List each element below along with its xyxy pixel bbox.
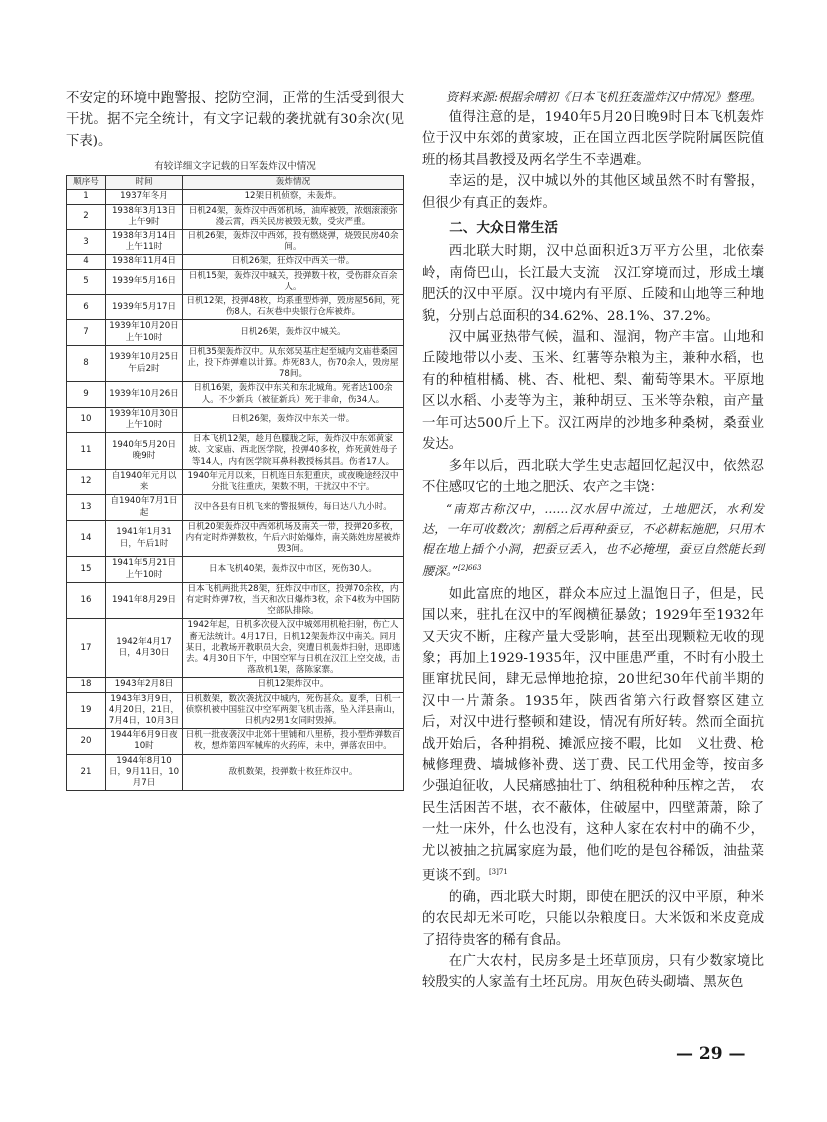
row-time: 1943年3月9日，4月20日，21日，7月4日，10月3日 xyxy=(106,692,183,729)
table-row xyxy=(67,754,404,791)
table-row xyxy=(67,230,404,255)
table-row xyxy=(67,190,404,204)
row-time: 1939年10月25日午后2时 xyxy=(106,345,183,382)
table-row xyxy=(67,582,404,619)
left-column xyxy=(66,88,404,791)
row-seq: 19 xyxy=(67,692,106,729)
row-detail: 日机16架，轰炸汉中东关和东北城角。死者达100余人。不少新兵（被征新兵）死于非命，伤34人。 xyxy=(183,382,404,407)
table-row xyxy=(67,619,404,678)
paragraph-7: 的确，西北联大时期，即使在肥沃的汉中平原，种米的农民却无米可吃，只能以杂粮度日。大米饭和米皮竟成了招待贵客的稀有食品。 xyxy=(422,889,764,948)
row-detail: 日本飞机12架，趁月色朦胧之际，轰炸汉中东郊黄家坡、文家庙、西北医学院，投弹40多枚，炸死黄姓母子等14人，内有医学院耳鼻科教授杨其昌。伤者17人。 xyxy=(183,433,404,470)
table-row xyxy=(67,345,404,382)
row-seq: 2 xyxy=(67,204,106,229)
row-detail: 敌机数架，投弹数十枚狂炸汉中。 xyxy=(183,754,404,791)
table-header-row xyxy=(67,176,404,190)
row-time: 1942年4月17日，4月30日 xyxy=(106,619,183,678)
row-seq: 4 xyxy=(67,255,106,269)
table-row xyxy=(67,255,404,269)
row-detail: 日机15架，轰炸汉中城关，投弹数十枚，受伤群众百余人。 xyxy=(183,269,404,294)
table-row xyxy=(67,320,404,345)
block-quote xyxy=(422,500,764,581)
section-heading: 二、大众日常生活 xyxy=(449,220,558,237)
table-row xyxy=(67,204,404,229)
row-seq: 7 xyxy=(67,320,106,345)
row-time: 1938年3月14日上午11时 xyxy=(106,230,183,255)
row-seq: 3 xyxy=(67,230,106,255)
paragraph-1: 值得注意的是，1940年5月20日晚9时日本飞机轰炸位于汉中东郊的黄家坡，正在国立西北医学院附属医院值班的杨其昌教授及两名学生不幸遇难。 xyxy=(422,110,764,168)
row-detail: 日机24架，轰炸汉中西郊机场，油库被毁，浓烟滚滚弥漫云霄，西关民房被毁无数，受灾严重。 xyxy=(183,204,404,229)
row-detail: 12架日机侦察，未轰炸。 xyxy=(183,190,404,204)
row-seq: 20 xyxy=(67,729,106,754)
paragraph-5: 多年以后，西北联大学生史志超回忆起汉中，依然忍不住感叹它的土地之肥沃、农产之丰饶： xyxy=(422,458,764,495)
row-detail: 日机26架，狂炸汉中西关一带。 xyxy=(183,255,404,269)
row-detail: 日本飞机两批共28架，狂炸汉中市区，投弹70余枚，内有定时炸弹7枚，当天和次日爆炸3枚，余下4枚为中国防空部队排除。 xyxy=(183,582,404,619)
quote-citation: [2]663 xyxy=(458,564,482,573)
paragraph-6-text: 如此富庶的地区，群众本应过上温饱日子，但是，民国以来，驻扎在汉中的军阀横征暴敛；1929年至1932年又天灾不断，庄稼产量大受影响，甚至出现颗粒无收的现象；再加上1929-1935年，汉中匪患严重，不时有小股土匪窜扰民间，肆无忌惮地抢掠，20世纪30年代前半期的汉中一片萧条。1935年，陕西省第六行政督察区建立后，对汉中进行整顿和建设，情况有所好转。然而全面抗战开始后，各种捐税、摊派应接不暇，比如 义壮费、枪械修理费、墙城修补费、送丁费、民工代用金等，按亩多少强迫征收，人民痛感抽壮丁、纳租税种种压榨之苦， 农民生活困苦不堪，衣不蔽体，住破屋中，四壁萧萧，除了一灶一床外，什么也没有，这种人家在农村中的确不少，尤以被抽之抗属家庭为最，他们吃的是包谷稀饭，油盐菜更谈不到。 xyxy=(422,586,764,884)
row-detail: 日机26架，轰炸汉中西郊，投有燃烧弹，烧毁民房40余间。 xyxy=(183,230,404,255)
row-time: 1944年8月10日，9月11日，10月7日 xyxy=(106,754,183,791)
row-detail: 1942年起，日机多次侵入汉中城郊用机枪扫射，伤亡人畜无法统计。4月17日，日机12架轰炸汉中南关。同月某日，北教场开教职员大会，突遭日机轰炸扫射，迅即逃去。4月30日下午，中国空军与日机在汉江上空交战，击落敌机1架，落陈家寨。 xyxy=(183,619,404,678)
row-detail: 日机12架炸汉中。 xyxy=(183,678,404,692)
row-time: 自1940年元月以来 xyxy=(106,469,183,494)
table-row xyxy=(67,495,404,520)
row-time: 1939年5月17日 xyxy=(106,295,183,320)
row-detail: 日机26架，轰炸汉中东关一带。 xyxy=(183,407,404,432)
header-detail: 轰炸情况 xyxy=(183,176,404,190)
table-row xyxy=(67,295,404,320)
row-time: 1941年5月21日上午10时 xyxy=(106,557,183,582)
row-detail: 日机26架，轰炸汉中城关。 xyxy=(183,320,404,345)
row-seq: 17 xyxy=(67,619,106,678)
table-title: 有较详细文字记载的日军轰炸汉中情况 xyxy=(154,161,316,173)
table-row xyxy=(67,433,404,470)
paragraph-6 xyxy=(422,584,764,887)
table-row xyxy=(67,407,404,432)
table-row xyxy=(67,557,404,582)
table-row xyxy=(67,678,404,692)
row-seq: 14 xyxy=(67,520,106,557)
table-row xyxy=(67,520,404,557)
row-detail: 日机数架，数次袭扰汉中城内，死伤甚众。夏季，日机一侦察机被中国驻汉中空军两架飞机击落，坠入洋县南山，日机内2男1女同时毁掉。 xyxy=(183,692,404,729)
row-seq: 1 xyxy=(67,190,106,204)
row-time: 1940年5月20日晚9时 xyxy=(106,433,183,470)
header-seq: 顺序号 xyxy=(67,176,106,190)
row-time: 1939年10月26日 xyxy=(106,382,183,407)
row-time: 1944年6月9日夜10时 xyxy=(106,729,183,754)
row-seq: 8 xyxy=(67,345,106,382)
row-time: 1941年1月31日，午后1时 xyxy=(106,520,183,557)
row-detail: 汉中各县有日机飞来的警报频传，每日达八九小时。 xyxy=(183,495,404,520)
paragraph-6-citation: [3]71 xyxy=(488,867,508,876)
table-source-note: 资料来源:根据余晴初《日本飞机狂轰滥炸汉中情况》整理。 xyxy=(446,90,763,104)
paragraph-3: 西北联大时期，汉中总面积近3万平方公里，北依秦岭，南倚巴山，长江最大支流 汉江穿境而过，形成土壤肥沃的汉中平原。汉中境内有平原、丘陵和山地等三种地貌，分别占总面积的34.62%、28.1%、37.2%。 xyxy=(422,244,764,324)
row-seq: 6 xyxy=(67,295,106,320)
row-seq: 21 xyxy=(67,754,106,791)
table-row xyxy=(67,692,404,729)
row-detail: 日机20架轰炸汉中西郊机场及南关一带，投弹20多枚，内有定时炸弹数枚，午后六时始爆炸，南关陈姓房屋被炸毁3间。 xyxy=(183,520,404,557)
table-row xyxy=(67,469,404,494)
row-time: 1939年5月16日 xyxy=(106,269,183,294)
table-row xyxy=(67,269,404,294)
row-detail: 日机12架，投弹48枚，均系重型炸弹，毁房屋56间，死伤8人，石灰巷中央银行仓库被炸。 xyxy=(183,295,404,320)
row-detail: 日机35架轰炸汉中。从东郊吴基庄起至城内文庙巷桑园止，投下炸弹难以计算。炸死83人，伤70余人，毁房屋78间。 xyxy=(183,345,404,382)
right-column xyxy=(422,88,764,994)
row-seq: 12 xyxy=(67,469,106,494)
quote-text: “南郑古称汉中，……汉水居中流过，土地肥沃，水利发达，一年可收数次；割稻之后再种蚕豆，不必耕耘施肥，只用木棍在地上插个小洞，把蚕豆丢入，也不必掩埋，蚕豆自然能长到腰深。” xyxy=(422,502,764,579)
row-detail: 日本飞机40架，轰炸汉中市区，死伤30人。 xyxy=(183,557,404,582)
row-seq: 16 xyxy=(67,582,106,619)
row-seq: 11 xyxy=(67,433,106,470)
paragraph-2: 幸运的是，汉中城以外的其他区域虽然不时有警报，但很少有真正的轰炸。 xyxy=(422,174,764,211)
row-seq: 10 xyxy=(67,407,106,432)
row-time: 1938年3月13日上午9时 xyxy=(106,204,183,229)
bombing-table xyxy=(66,175,404,791)
row-time: 1943年2月8日 xyxy=(106,678,183,692)
row-seq: 15 xyxy=(67,557,106,582)
row-time: 1941年8月29日 xyxy=(106,582,183,619)
row-detail: 日机一批夜袭汉中北郊十里铺和八里桥，投小型炸弹数百枚，想炸第四军械库的火药库，未中，弹落农田中。 xyxy=(183,729,404,754)
table-row xyxy=(67,382,404,407)
row-time: 1939年10月20日上午10时 xyxy=(106,320,183,345)
row-time: 自1940年7月1日起 xyxy=(106,495,183,520)
row-detail: 1940年元月以来，日机连日东犯重庆，或夜晚途经汉中分批飞往重庆，架数不明，干扰汉中不宁。 xyxy=(183,469,404,494)
paragraph-4: 汉中属亚热带气候，温和、湿润，物产丰富。山地和丘陵地带以小麦、玉米、红薯等杂粮为主，兼种水稻，也有的种植柑橘、桃、杏、枇杷、梨、葡萄等果木。平原地区以水稻、小麦等为主，兼种胡豆、玉米等杂粮，亩产量一年可达500斤上下。汉江两岸的沙地多种桑树，桑蚕业发达。 xyxy=(422,330,764,453)
row-time: 1938年11月4日 xyxy=(106,255,183,269)
page-number: — 29 — xyxy=(676,1044,746,1064)
row-seq: 9 xyxy=(67,382,106,407)
row-time: 1937年冬月 xyxy=(106,190,183,204)
intro-paragraph: 不安定的环境中跑警报、挖防空洞，正常的生活受到很大干扰。据不完全统计，有文字记载的袭扰就有30余次(见下表)。 xyxy=(66,91,404,149)
row-seq: 13 xyxy=(67,495,106,520)
header-time: 时间 xyxy=(106,176,183,190)
row-seq: 5 xyxy=(67,269,106,294)
paragraph-8: 在广大农村，民房多是土坯草顶房，只有少数家境比较殷实的人家盖有土坯瓦房。用灰色砖头砌墙、黑灰色 xyxy=(422,954,764,991)
table-row xyxy=(67,729,404,754)
row-seq: 18 xyxy=(67,678,106,692)
row-time: 1939年10月30日上午10时 xyxy=(106,407,183,432)
